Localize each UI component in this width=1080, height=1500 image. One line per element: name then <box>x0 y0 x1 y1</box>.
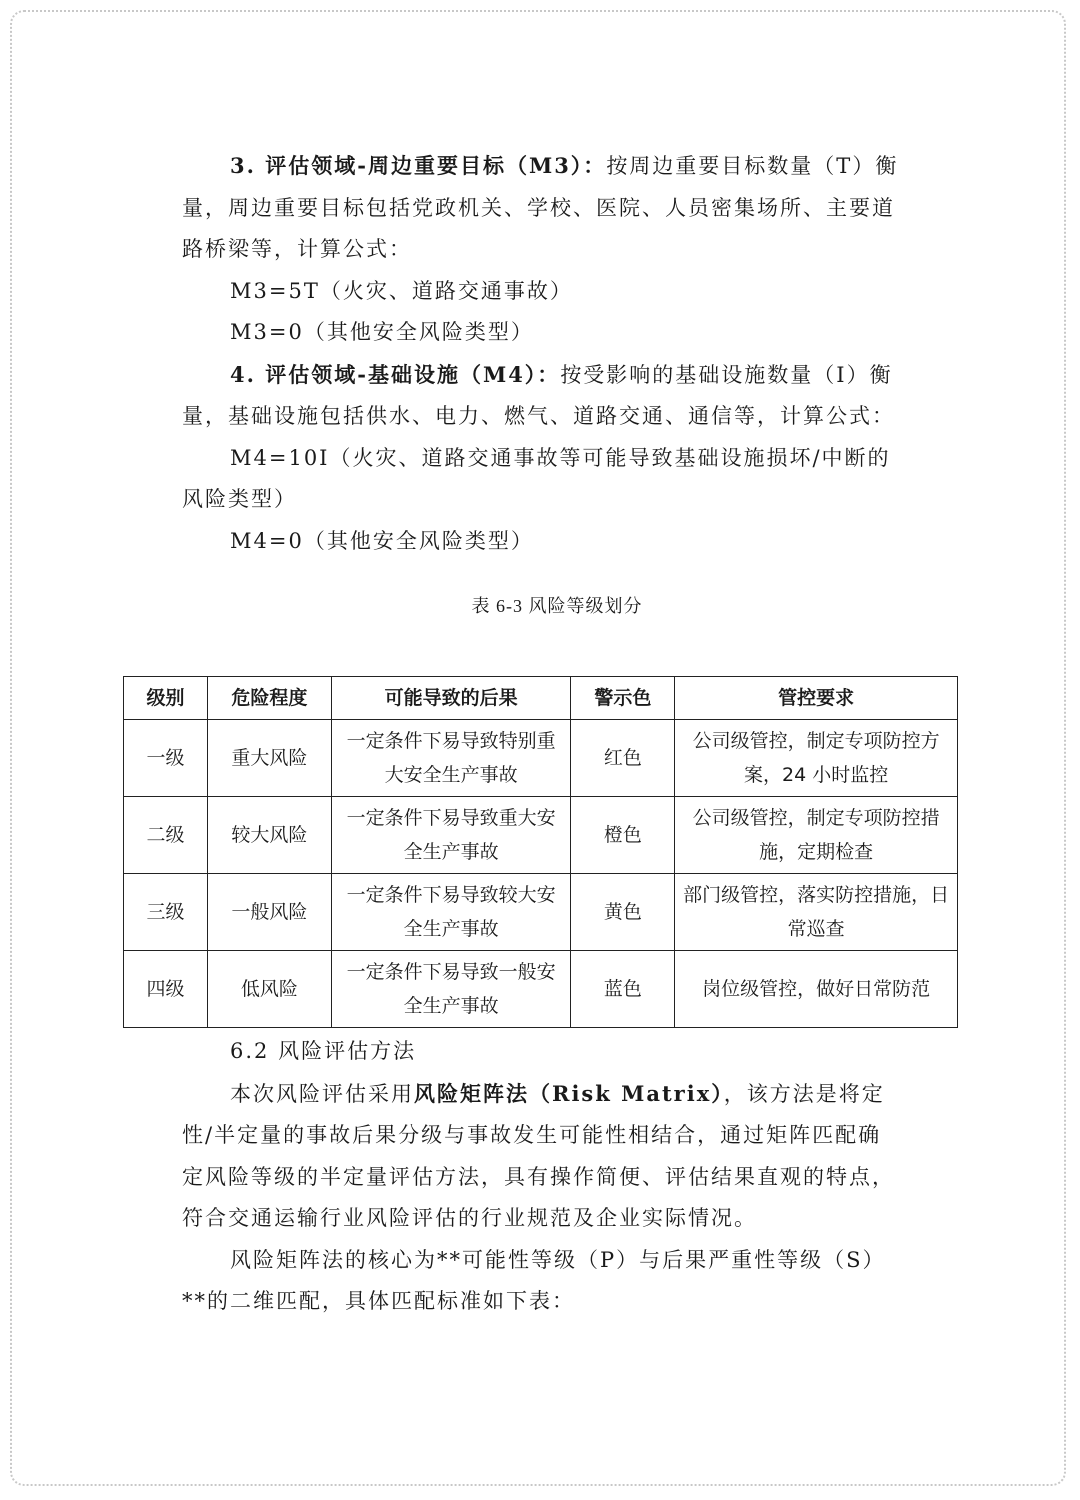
cell-consequence: 一定条件下易导致一般安全生产事故 <box>331 951 571 1028</box>
cell-danger: 重大风险 <box>207 720 331 797</box>
header-color: 警示色 <box>571 677 675 720</box>
section-heading-6-2: 6.2 风险评估方法 <box>230 1039 417 1063</box>
cell-level: 三级 <box>124 874 208 951</box>
cell-control: 岗位级管控，做好日常防范 <box>675 951 958 1028</box>
cell-color: 橙色 <box>571 797 675 874</box>
m4-formula-1: M4=10I（火灾、道路交通事故等可能导致基础设施损坏/中断的风险类型） <box>182 445 891 511</box>
cell-color: 蓝色 <box>571 951 675 1028</box>
m4-heading: 4. 评估领域-基础设施（M4）： <box>230 361 561 387</box>
document-body-bottom <box>182 1031 902 1323</box>
header-level: 级别 <box>124 677 208 720</box>
header-control: 管控要求 <box>675 677 958 720</box>
cell-consequence: 一定条件下易导致较大安全生产事故 <box>331 874 571 951</box>
cell-danger: 低风险 <box>207 951 331 1028</box>
cell-consequence: 一定条件下易导致重大安全生产事故 <box>331 797 571 874</box>
header-danger: 危险程度 <box>207 677 331 720</box>
paragraph-m4 <box>182 354 902 438</box>
cell-color: 红色 <box>571 720 675 797</box>
table-row <box>124 797 958 874</box>
risk-matrix-term: 风险矩阵法（Risk Matrix） <box>414 1080 724 1106</box>
cell-danger: 较大风险 <box>207 797 331 874</box>
paragraph-risk-matrix <box>182 1073 902 1240</box>
risk-matrix-intro: 本次风险评估采用 <box>230 1081 414 1106</box>
paragraph-m3 <box>182 145 902 271</box>
table-caption: 表 6-3 风险等级划分 <box>471 596 643 616</box>
cell-level: 四级 <box>124 951 208 1028</box>
cell-level: 一级 <box>124 720 208 797</box>
m3-description: 按周边重要目标数量（T）衡量，周边重要目标包括党政机关、学校、医院、人员密集场所、主要道路桥梁等，计算公式： <box>182 154 899 261</box>
m4-formula-2: M4=0（其他安全风险类型） <box>230 528 534 553</box>
cell-control: 部门级管控，落实防控措施，日常巡查 <box>675 874 958 951</box>
cell-control: 公司级管控，制定专项防控措施，定期检查 <box>675 797 958 874</box>
header-consequence: 可能导致的后果 <box>331 677 571 720</box>
cell-consequence: 一定条件下易导致特别重大安全生产事故 <box>331 720 571 797</box>
table-row <box>124 720 958 797</box>
cell-danger: 一般风险 <box>207 874 331 951</box>
paragraph-matrix-core: 风险矩阵法的核心为**可能性等级（P）与后果严重性等级（S）**的二维匹配，具体匹配标准如下表： <box>182 1247 886 1313</box>
risk-matrix-description: ，该方法是将定性/半定量的事故后果分级与事故发生可能性相结合，通过矩阵匹配确定风险等级的半定量评估方法，具有操作简便、评估结果直观的特点，符合交通运输行业风险评估的行业规范及企业实际情况。 <box>182 1081 895 1230</box>
m3-heading: 3. 评估领域-周边重要目标（M3）： <box>230 153 607 178</box>
risk-level-table <box>123 676 958 1028</box>
cell-color: 黄色 <box>571 874 675 951</box>
document-body-top <box>182 145 902 624</box>
table-header-row <box>124 677 958 720</box>
m3-formula-2: M3=0（其他安全风险类型） <box>230 320 534 344</box>
table-row <box>124 874 958 951</box>
m4-description: 按受影响的基础设施数量（I）衡量，基础设施包括供水、电力、燃气、道路交通、通信等，计算公式： <box>182 362 895 428</box>
cell-control: 公司级管控，制定专项防控方案，24 小时监控 <box>675 720 958 797</box>
table-row <box>124 951 958 1028</box>
cell-level: 二级 <box>124 797 208 874</box>
m3-formula-1: M3=5T（火灾、道路交通事故） <box>230 278 573 303</box>
